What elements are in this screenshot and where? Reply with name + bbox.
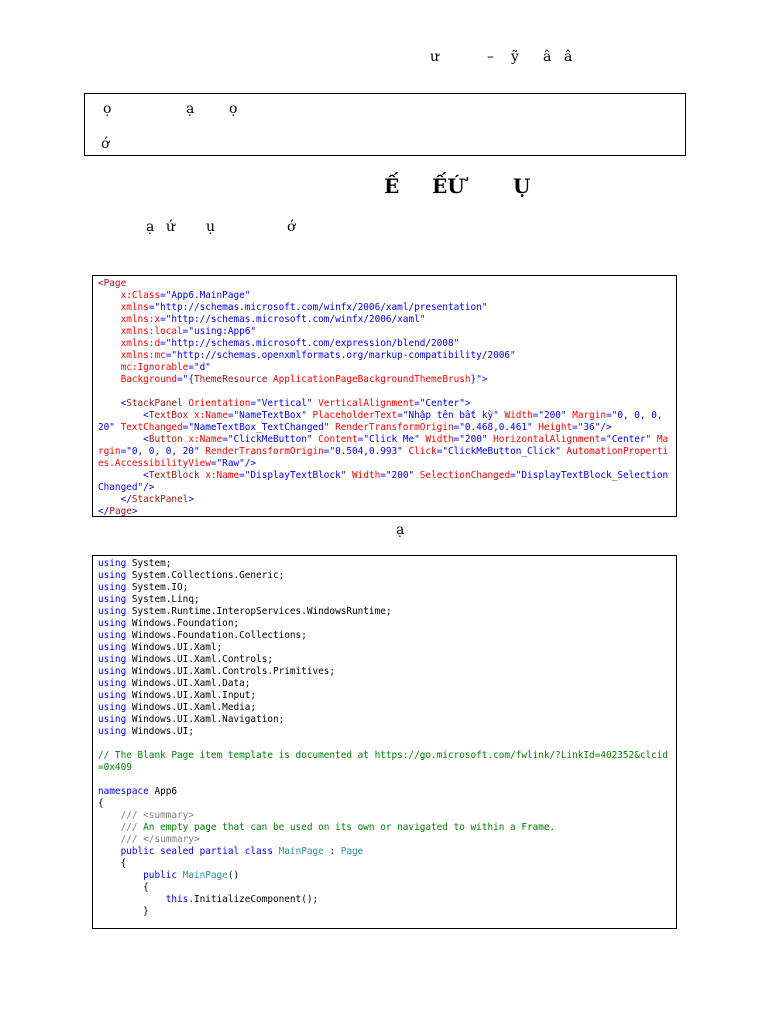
code-token: StackPanel xyxy=(131,494,189,505)
header-fragment: ỹ xyxy=(511,49,519,65)
code-token: SelectionChanged xyxy=(414,470,511,481)
code-token: TextBlock xyxy=(148,470,200,481)
header-fragment: – xyxy=(487,49,494,65)
code-line xyxy=(98,690,671,702)
code-token: Orientation xyxy=(182,398,251,409)
code-token xyxy=(98,326,121,337)
code-token: using xyxy=(98,582,127,593)
code-token xyxy=(98,290,121,301)
code-line xyxy=(98,386,671,398)
xaml-code-block xyxy=(92,275,677,517)
code-line xyxy=(98,302,671,314)
header-fragment: ư xyxy=(430,49,440,65)
code-token: .InitializeComponent(); xyxy=(188,894,319,905)
code-token: ="http://schemas.microsoft.com/winfx/2006/xaml/presentation" xyxy=(148,302,488,313)
code-token: using xyxy=(98,666,127,677)
code-token: mc:Ignorable xyxy=(120,362,189,373)
code-token: RenderTransformOrigin xyxy=(329,422,454,433)
code-token: // The Blank Page item template is documented at https://go.microsoft.com/fwlink/?LinkId=402352&clcid=0x409 xyxy=(98,750,669,773)
code-token: Background xyxy=(120,374,178,385)
code-token: Page xyxy=(109,506,132,517)
code-token: using xyxy=(98,702,127,713)
header-fragment: â xyxy=(564,49,573,65)
code-line xyxy=(98,786,671,798)
code-token: < xyxy=(143,470,149,481)
code-token: ="NameTextBox_TextChanged" xyxy=(182,422,330,433)
code-token: Height xyxy=(532,422,573,433)
code-token: ="ClickMeButton" xyxy=(222,434,313,445)
code-token: xmlns:local xyxy=(120,326,183,337)
description-fragment: ứ xyxy=(166,219,176,235)
code-line xyxy=(98,642,671,654)
code-token: public xyxy=(143,870,178,881)
code-token: using xyxy=(98,642,127,653)
description-fragment: ớ xyxy=(287,219,296,235)
code-token xyxy=(98,822,121,833)
code-token: ="DisplayTextBlock_SelectionChanged"/> xyxy=(98,470,669,493)
code-token: /// </summary> xyxy=(120,834,200,845)
code-token: ="DisplayTextBlock" xyxy=(239,470,347,481)
description-fragment: ạ xyxy=(146,219,155,235)
code-token: ThemeResource xyxy=(193,374,268,385)
code-token: xmlns:d xyxy=(120,338,161,349)
code-token xyxy=(98,374,121,385)
code-token: Click xyxy=(402,446,437,457)
code-line xyxy=(98,434,671,470)
code-token: this xyxy=(165,894,189,905)
code-token xyxy=(98,810,121,821)
code-token: Windows.UI.Xaml; xyxy=(126,642,223,653)
code-token: Margin xyxy=(98,434,669,457)
code-token: Windows.UI.Xaml.Controls; xyxy=(126,654,273,665)
code-line xyxy=(98,702,671,714)
code-line xyxy=(98,870,671,882)
code-line xyxy=(98,506,671,517)
code-token: AutomationProperties.AccessibilityView xyxy=(98,446,669,469)
code-line xyxy=(98,278,671,290)
code-token xyxy=(98,410,143,421)
code-line xyxy=(98,678,671,690)
code-line xyxy=(98,594,671,606)
code-token: TextChanged xyxy=(114,422,183,433)
code-token xyxy=(98,434,143,445)
code-token: xmlns:x xyxy=(120,314,161,325)
code-line xyxy=(98,350,671,362)
code-token: x:Name xyxy=(199,470,240,481)
code-token: RenderTransformOrigin xyxy=(199,446,324,457)
section-heading xyxy=(0,174,768,204)
code-token: Windows.UI; xyxy=(126,726,194,737)
code-token: StackPanel xyxy=(126,398,183,409)
code-token: ="200" xyxy=(380,470,415,481)
code-token xyxy=(98,894,166,905)
code-line xyxy=(98,882,671,894)
code-token: VerticalAlignment xyxy=(312,398,415,409)
code-token: } xyxy=(98,906,149,917)
code-token: MainPage xyxy=(278,846,324,857)
code-token: ="d" xyxy=(188,362,211,373)
code-line xyxy=(98,858,671,870)
code-line xyxy=(98,470,671,494)
code-token: public sealed partial class xyxy=(120,846,273,857)
code-token: xmlns:mc xyxy=(120,350,166,361)
code-token: using xyxy=(98,594,127,605)
code-token: { xyxy=(98,798,104,809)
code-line xyxy=(98,326,671,338)
code-token: System.Runtime.InteropServices.WindowsRuntime; xyxy=(126,606,392,617)
code-line xyxy=(98,362,671,374)
code-line xyxy=(98,654,671,666)
info-fragment: ọ xyxy=(103,101,112,117)
heading-fragment: Ụ xyxy=(513,174,531,198)
code-token: < xyxy=(143,434,149,445)
code-token: ="ClickMeButton_Click" xyxy=(436,446,561,457)
code-token: ="0.468,0.461" xyxy=(453,422,533,433)
code-token: System.IO; xyxy=(126,582,189,593)
code-token: ="200" xyxy=(453,434,488,445)
code-token: App6 xyxy=(148,786,178,797)
code-token: using xyxy=(98,678,127,689)
code-token: using xyxy=(98,570,127,581)
info-box xyxy=(84,93,686,156)
code-token: ="Nhập tên bất kỳ" xyxy=(397,410,499,421)
code-token xyxy=(98,338,121,349)
code-token: /// <summary> xyxy=(120,810,194,821)
code-line xyxy=(98,846,671,858)
code-token: <Page xyxy=(98,278,127,289)
code-token: /// xyxy=(120,822,144,833)
code-line xyxy=(98,714,671,726)
code-token: using xyxy=(98,654,127,665)
code-line xyxy=(98,798,671,810)
code-line xyxy=(98,666,671,678)
code-line xyxy=(98,810,671,822)
code-token: < xyxy=(143,410,149,421)
code-line xyxy=(98,314,671,326)
code-line xyxy=(98,630,671,642)
code-token: TextBox xyxy=(148,410,189,421)
code-token: }"> xyxy=(470,374,488,385)
code-line xyxy=(98,738,671,750)
code-token: System; xyxy=(126,558,172,569)
code-token: Windows.UI.Xaml.Navigation; xyxy=(126,714,285,725)
code-token: using xyxy=(98,558,127,569)
code-token: ="{ xyxy=(177,374,194,385)
description-fragment: ụ xyxy=(206,219,216,235)
code-token: ="http://schemas.microsoft.com/expression/blend/2008" xyxy=(160,338,460,349)
code-token: > xyxy=(188,494,194,505)
code-token: Windows.Foundation.Collections; xyxy=(126,630,307,641)
code-token xyxy=(98,350,121,361)
code-token xyxy=(98,846,121,857)
code-token: () xyxy=(227,870,240,881)
code-token: ="Vertical" xyxy=(250,398,313,409)
code-token: Margin xyxy=(566,410,607,421)
code-line xyxy=(98,374,671,386)
code-token: : xyxy=(323,846,341,857)
code-token: using xyxy=(98,630,127,641)
code-token: using xyxy=(98,606,127,617)
code-token: ="0, 0, 0, 20" xyxy=(98,410,669,433)
code-token: < xyxy=(120,398,127,409)
code-token: { xyxy=(98,858,127,869)
code-token: using xyxy=(98,618,127,629)
code-line xyxy=(98,822,671,834)
code-token: ="App6.MainPage" xyxy=(160,290,251,301)
code-line xyxy=(98,570,671,582)
code-token xyxy=(98,470,143,481)
code-line xyxy=(98,750,671,774)
code-token: ="http://schemas.microsoft.com/winfx/2006/xaml" xyxy=(160,314,426,325)
heading-fragment: ẾỨ xyxy=(432,174,465,198)
code-token: Content xyxy=(312,434,358,445)
code-token: ="Raw"/> xyxy=(210,458,257,469)
info-fragment: ớ xyxy=(101,136,110,152)
code-token xyxy=(98,834,121,845)
code-token xyxy=(98,398,121,409)
code-token: Width xyxy=(419,434,454,445)
code-token xyxy=(98,870,143,881)
code-token: Width xyxy=(346,470,381,481)
code-line xyxy=(98,338,671,350)
info-fragment: ạ xyxy=(186,101,195,117)
code-line xyxy=(98,606,671,618)
code-token: using xyxy=(98,726,127,737)
code-line xyxy=(98,618,671,630)
code-token: ="36"/> xyxy=(572,422,612,433)
code-line xyxy=(98,494,671,506)
heading-fragment: Ế xyxy=(384,174,400,198)
figure-caption: ạ xyxy=(396,522,405,538)
code-token: ="0, 0, 0, 20" xyxy=(120,446,200,457)
code-token: using xyxy=(98,714,127,725)
code-token: ="Center" xyxy=(600,434,652,445)
code-token: Width xyxy=(498,410,533,421)
code-line xyxy=(98,398,671,410)
code-token: System.Linq; xyxy=(126,594,200,605)
code-token: ="using:App6" xyxy=(182,326,257,337)
code-token: Windows.UI.Xaml.Controls.Primitives; xyxy=(126,666,336,677)
code-token: ="http://schemas.openxmlformats.org/markup-compatibility/2006" xyxy=(165,350,516,361)
code-token: PlaceholderText xyxy=(306,410,398,421)
code-line xyxy=(98,558,671,570)
code-token: Page xyxy=(340,846,364,857)
code-token: System.Collections.Generic; xyxy=(126,570,285,581)
code-token: ="0.504,0.993" xyxy=(323,446,403,457)
code-token: ="Center"> xyxy=(414,398,471,409)
code-line xyxy=(98,726,671,738)
code-token xyxy=(98,302,121,313)
code-token: Button xyxy=(148,434,183,445)
code-token: using xyxy=(98,690,127,701)
code-token xyxy=(98,314,121,325)
code-token: namespace xyxy=(98,786,149,797)
code-line xyxy=(98,582,671,594)
csharp-code-block xyxy=(92,555,677,929)
code-token: xmlns xyxy=(120,302,149,313)
code-token: ="NameTextBox" xyxy=(227,410,307,421)
code-token: x:Class xyxy=(120,290,161,301)
code-line xyxy=(98,834,671,846)
code-line xyxy=(98,894,671,906)
code-token: MainPage xyxy=(182,870,228,881)
code-line xyxy=(98,774,671,786)
code-token: x:Name xyxy=(188,410,228,421)
code-token: Windows.UI.Xaml.Data; xyxy=(126,678,251,689)
code-token: An empty page that can be used on its own or navigated to within a Frame. xyxy=(143,822,556,833)
code-token: </ xyxy=(98,506,110,517)
code-token: ="200" xyxy=(532,410,567,421)
code-token: </ xyxy=(120,494,132,505)
code-line xyxy=(98,906,671,918)
code-token: Windows.UI.Xaml.Media; xyxy=(126,702,257,713)
code-token: x:Name xyxy=(182,434,223,445)
code-line xyxy=(98,290,671,302)
code-token xyxy=(98,494,121,505)
code-token: HorizontalAlignment xyxy=(487,434,601,445)
code-token: ="Click Me" xyxy=(357,434,420,445)
code-token: Windows.UI.Xaml.Input; xyxy=(126,690,257,701)
code-token: > xyxy=(131,506,138,517)
info-fragment: ọ xyxy=(229,101,238,117)
code-token: Windows.Foundation; xyxy=(126,618,240,629)
header-fragment: â xyxy=(543,49,552,65)
code-token: ApplicationPageBackgroundThemeBrush xyxy=(267,374,471,385)
code-line xyxy=(98,410,671,434)
code-token xyxy=(98,362,121,373)
code-token: { xyxy=(98,882,149,893)
